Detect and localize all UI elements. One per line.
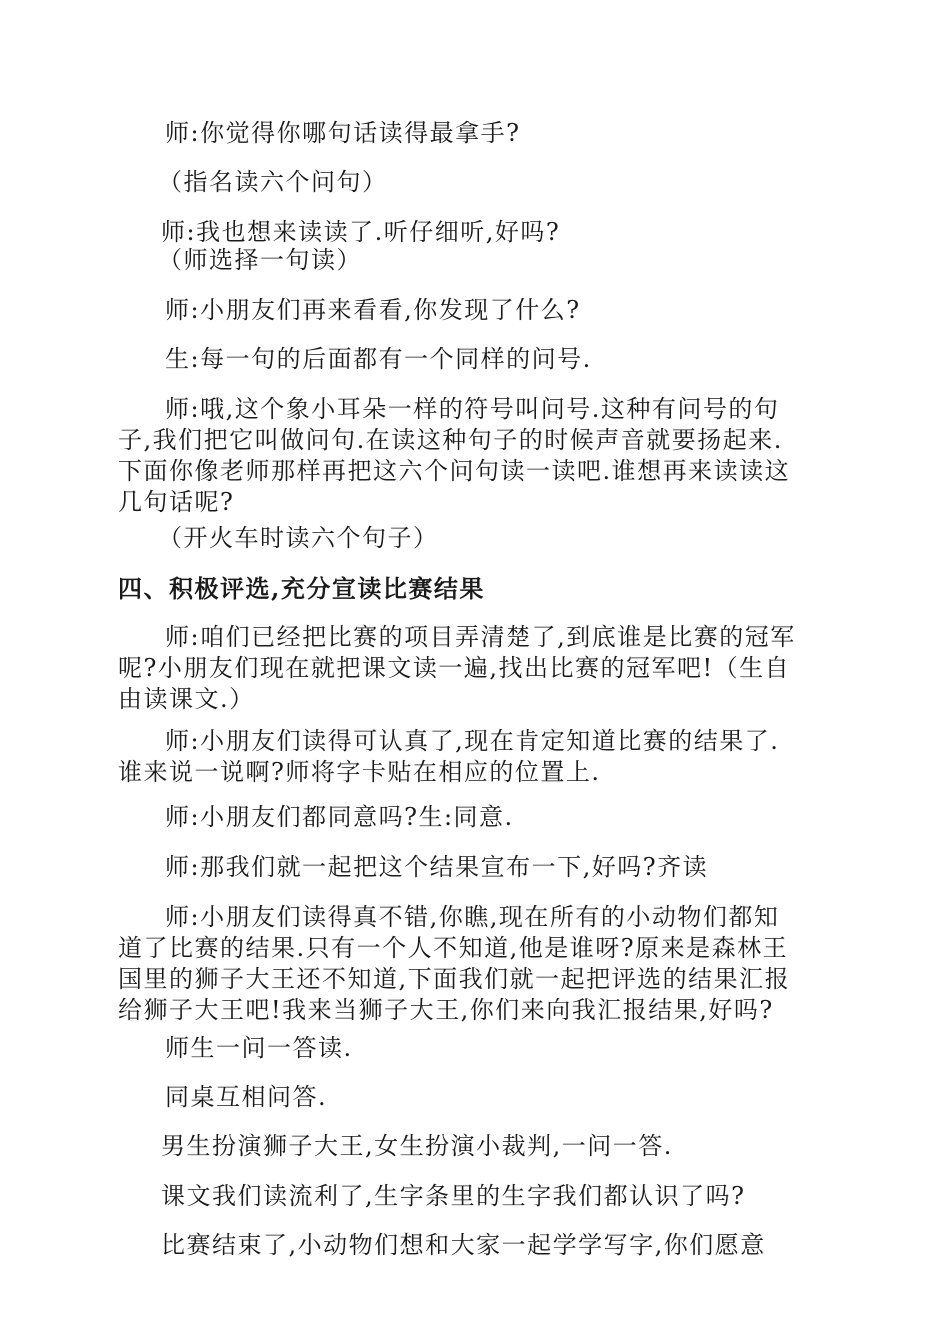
- paragraph-2: [158, 167, 388, 198]
- paragraph-12: [165, 852, 708, 883]
- text-line: （开火车时读六个句子）: [158, 524, 439, 552]
- text-line: 男生扮演狮子大王,女生扮演小裁判,一问一答.: [161, 1132, 673, 1160]
- text-line: 谁来说一说啊?师将字卡贴在相应的位置上.: [118, 758, 601, 786]
- text-line: （指名读六个问句）: [158, 168, 388, 196]
- text-line: 由读课文.）: [118, 685, 255, 713]
- paragraph-3: [161, 217, 560, 248]
- paragraph-8: [158, 523, 439, 554]
- paragraph-14: [165, 1033, 353, 1064]
- paragraph-15: [165, 1082, 327, 1113]
- text-line: （师选择一句读）: [158, 246, 362, 274]
- text-line: 呢?小朋友们现在就把课文读一遍,找出比赛的冠军吧!（生自: [118, 654, 791, 682]
- text-line: 师生一问一答读.: [165, 1034, 353, 1062]
- paragraph-6: [165, 344, 592, 375]
- text-line: 课文我们读流利了,生字条里的生字我们都认识了吗?: [161, 1182, 746, 1210]
- paragraph-11: [165, 802, 514, 833]
- paragraph-13: [118, 902, 790, 1026]
- text-line: 比赛结束了,小动物们想和大家一起学学写字,你们愿意: [161, 1231, 766, 1259]
- text-line: 国里的狮子大王还不知道,下面我们就一起把评选的结果汇报: [118, 965, 791, 993]
- text-line: 师:小朋友们再来看看,你发现了什么?: [165, 296, 581, 324]
- text-line: 下面你像老师那样再把这六个问句读一读吧.谁想再来读读这: [118, 457, 791, 485]
- paragraph-1: [165, 118, 520, 149]
- text-line: 师:我也想来读读了.听仔细听,好吗?: [161, 218, 561, 246]
- text-line: 道了比赛的结果.只有一个人不知道,他是谁呀?原来是森林王: [118, 934, 789, 962]
- paragraph-4: [158, 245, 362, 276]
- paragraph-7: [118, 394, 790, 518]
- paragraph-16: [161, 1131, 673, 1162]
- text-line: 生:每一句的后面都有一个同样的问号.: [165, 345, 592, 373]
- text-line: 给狮子大王吧!我来当狮子大王,你们来向我汇报结果,好吗?: [118, 996, 774, 1024]
- section-heading: [118, 573, 485, 604]
- text-line: 师:小朋友们读得可认真了,现在肯定知道比赛的结果了.: [165, 727, 780, 755]
- text-line: 师:小朋友们读得真不错,你瞧,现在所有的小动物们都知: [165, 903, 780, 931]
- text-line: 师:那我们就一起把这个结果宣布一下,好吗?齐读: [165, 853, 709, 881]
- heading-text: 四、积极评选,充分宣读比赛结果: [118, 574, 485, 603]
- text-line: 几句话呢?: [118, 488, 235, 516]
- text-line: 同桌互相问答.: [165, 1083, 328, 1111]
- paragraph-5: [165, 295, 581, 326]
- text-line: 师:你觉得你哪句话读得最拿手?: [165, 119, 521, 147]
- text-line: 师:小朋友们都同意吗?生:同意.: [165, 803, 514, 831]
- text-line: 师:哦,这个象小耳朵一样的符号叫问号.这种有问号的句: [165, 395, 780, 423]
- paragraph-17: [161, 1181, 746, 1212]
- text-line: 师:咱们已经把比赛的项目弄清楚了,到底谁是比赛的冠军: [165, 623, 796, 651]
- paragraph-9: [118, 622, 796, 715]
- text-line: 子,我们把它叫做问句.在读这种句子的时候声音就要扬起来.: [118, 426, 783, 454]
- paragraph-18: [161, 1230, 766, 1261]
- paragraph-10: [118, 726, 779, 788]
